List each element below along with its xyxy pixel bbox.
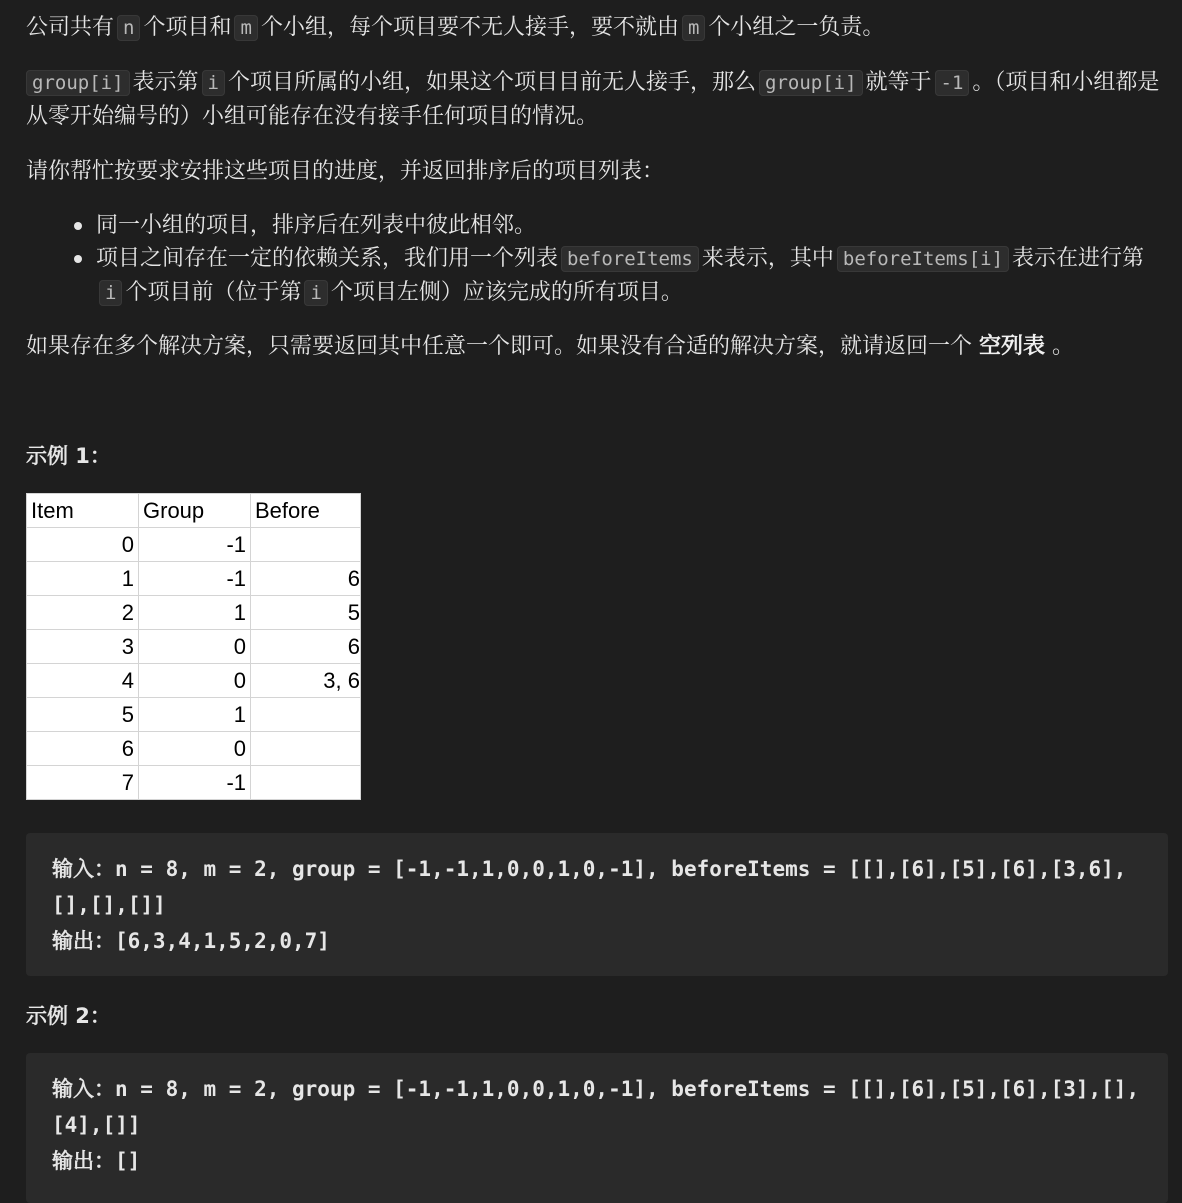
output-label: 输出： [52, 929, 115, 953]
table-cell: 5 [27, 698, 139, 732]
table-cell: 3, 6 [251, 664, 361, 698]
table-cell: 0 [27, 528, 139, 562]
table-cell [251, 766, 361, 800]
table-cell: -1 [139, 562, 251, 596]
table-row [27, 562, 361, 596]
text: 公司共有 [26, 15, 115, 40]
table-cell: 5 [251, 596, 361, 630]
table-cell: 4 [27, 664, 139, 698]
table-cell: -1 [139, 766, 251, 800]
intro-paragraph-3: 请你帮忙按要求安排这些项目的进度，并返回排序后的项目列表： [26, 159, 665, 184]
table-cell: 6 [27, 732, 139, 766]
table-row [27, 698, 361, 732]
input-value: n = 8, m = 2, group = [-1,-1,1,0,0,1,0,-1], beforeItems = [[],[6],[5],[6],[3],[],[4],[]] [52, 1077, 1140, 1137]
text: 如果存在多个解决方案，只需要返回其中任意一个即可。如果没有合适的解决方案，就请返回一个 [26, 334, 973, 359]
input-label: 输入： [52, 857, 115, 881]
table-row [27, 630, 361, 664]
example-1-code-block [26, 833, 1168, 976]
inline-code-n: n [117, 15, 140, 41]
example-2-heading: 示例 2： [26, 1004, 111, 1028]
inline-code-group-i: group[i] [26, 70, 130, 96]
text: 个项目前（位于第 [125, 280, 302, 305]
text: 个项目所属的小组，如果这个项目目前无人接手，那么 [227, 70, 756, 95]
text: 。（项目和小组都是从零开始编号的）小组可能存在没有接手任何项目的情况。 [26, 70, 1160, 129]
input-label: 输入： [52, 1077, 115, 1101]
table-row [27, 766, 361, 800]
table-cell: -1 [139, 528, 251, 562]
text: 就等于 [865, 70, 932, 95]
column-header-group: Group [139, 494, 251, 528]
table-row [27, 664, 361, 698]
column-header-before: Before [251, 494, 361, 528]
column-header-item: Item [27, 494, 139, 528]
intro-paragraph-2 [26, 66, 1168, 133]
output-value: [6,3,4,1,5,2,0,7] [115, 929, 330, 953]
example-1-table [26, 493, 361, 800]
intro-paragraph-1 [26, 11, 884, 45]
text: 同一小组的项目，排序后在列表中彼此相邻。 [96, 213, 537, 238]
table-cell: 7 [27, 766, 139, 800]
inline-code-minus-one: -1 [935, 70, 970, 96]
text: 个项目和 [143, 15, 232, 40]
table-cell [251, 732, 361, 766]
table-cell: 6 [251, 630, 361, 664]
output-value: [] [115, 1149, 141, 1173]
table-cell: 0 [139, 732, 251, 766]
input-value: n = 8, m = 2, group = [-1,-1,1,0,0,1,0,-1], beforeItems = [[],[6],[5],[6],[3,6],[],[],[]] [52, 857, 1127, 917]
table-cell: 1 [139, 596, 251, 630]
table-row [27, 528, 361, 562]
inline-code-i: i [304, 280, 327, 306]
inline-code-beforeitems: beforeItems [561, 246, 699, 272]
requirements-list [26, 209, 1168, 310]
text: 。 [1052, 334, 1075, 359]
table-cell: 0 [139, 630, 251, 664]
text: 个小组，每个项目要不无人接手，要不就由 [260, 15, 679, 40]
inline-code-group-i: group[i] [759, 70, 863, 96]
table-cell: 0 [139, 664, 251, 698]
text: 项目之间存在一定的依赖关系，我们用一个列表 [96, 246, 559, 271]
intro-paragraph-4 [26, 330, 1074, 363]
table-row [27, 732, 361, 766]
text: 来表示，其中 [701, 246, 834, 271]
table-cell: 1 [139, 698, 251, 732]
text: 表示第 [132, 70, 199, 95]
text: 个项目左侧）应该完成的所有项目。 [330, 280, 683, 305]
example-1-heading: 示例 1： [26, 444, 111, 468]
empty-list-emphasis: 空列表 [979, 334, 1046, 359]
table-cell [251, 528, 361, 562]
table-row [27, 596, 361, 630]
example-2-code-block [26, 1053, 1168, 1203]
output-label: 输出： [52, 1149, 115, 1173]
table-cell: 6 [251, 562, 361, 596]
inline-code-m: m [682, 15, 705, 41]
list-item [96, 209, 1168, 242]
table-cell [251, 698, 361, 732]
list-item [96, 242, 1168, 310]
table-cell: 1 [27, 562, 139, 596]
table-cell: 3 [27, 630, 139, 664]
inline-code-i: i [99, 280, 122, 306]
inline-code-beforeitems-i: beforeItems[i] [837, 246, 1009, 272]
table-header-row [27, 494, 361, 528]
inline-code-i: i [202, 70, 225, 96]
text: 个小组之一负责。 [708, 15, 885, 40]
text: 表示在进行第 [1012, 246, 1145, 271]
table-cell: 2 [27, 596, 139, 630]
inline-code-m: m [234, 15, 257, 41]
